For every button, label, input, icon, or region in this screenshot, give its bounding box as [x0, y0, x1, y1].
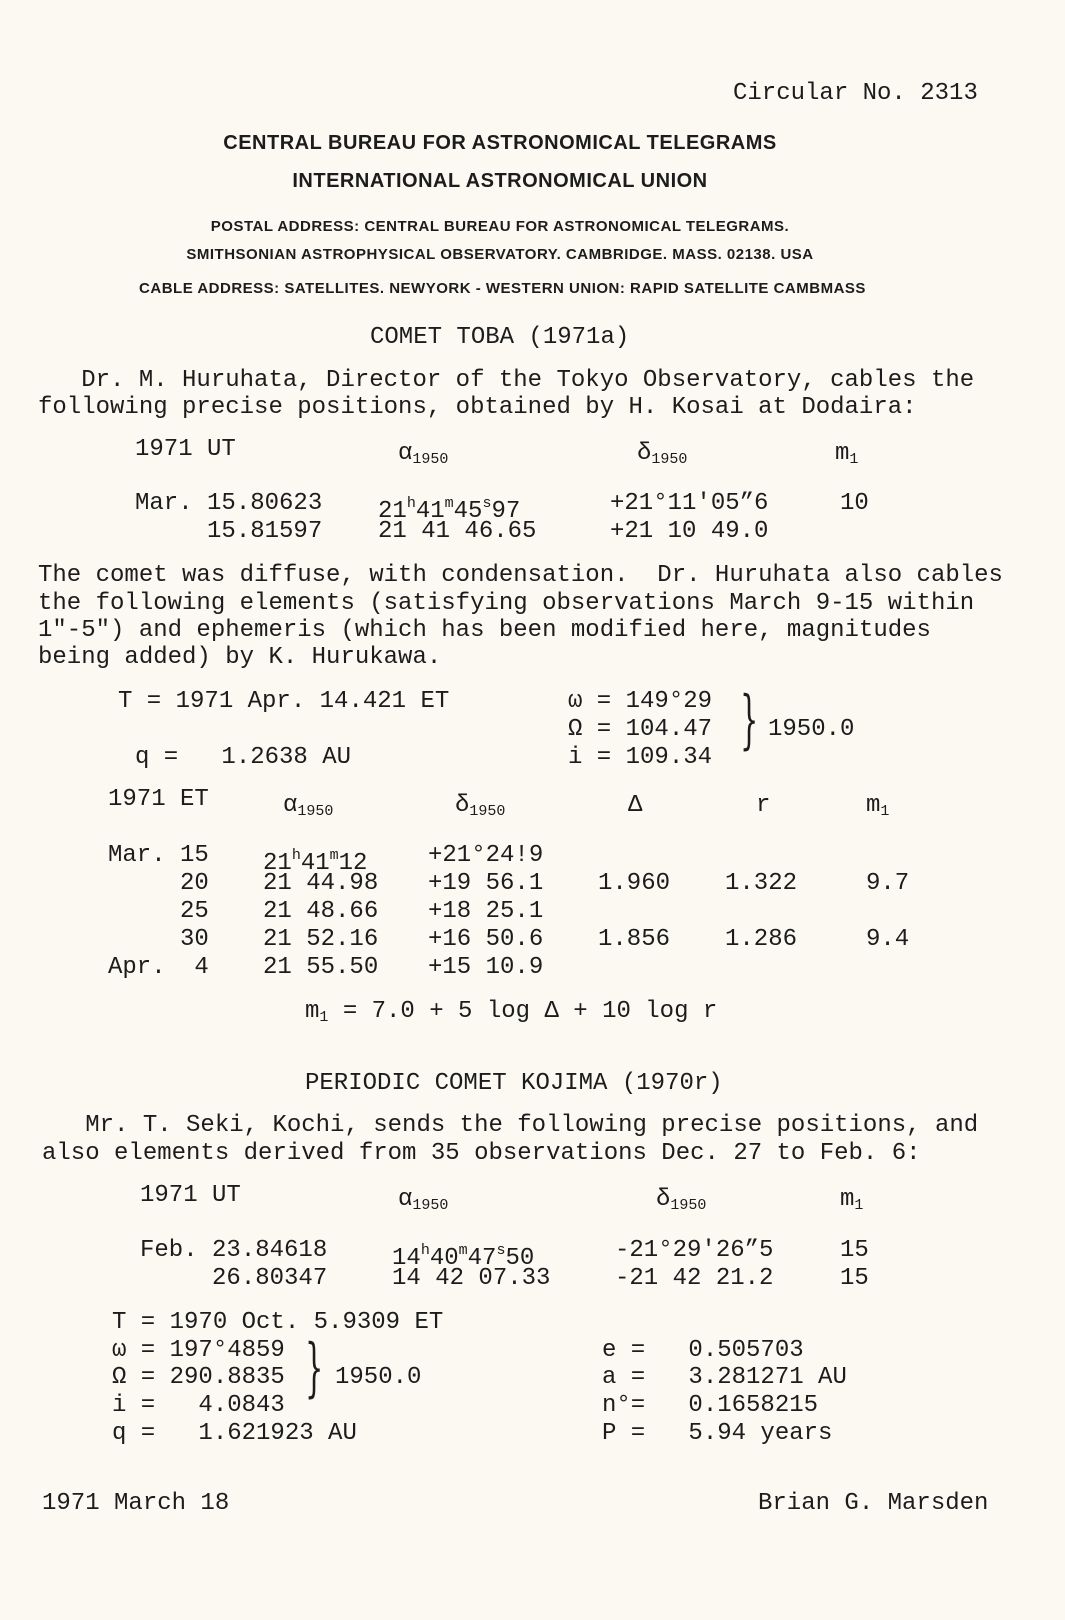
union-title: INTERNATIONAL ASTRONOMICAL UNION	[292, 170, 708, 192]
toba-pos-dec: +21°11'05”6	[610, 490, 769, 517]
toba-eph-dec: +16 50.6	[428, 926, 544, 953]
toba-pos-date: Mar. 15.80623	[135, 490, 323, 517]
kojima-intro-line: Mr. T. Seki, Kochi, sends the following precise positions, and	[42, 1112, 979, 1139]
toba-eph-date: Mar. 15	[108, 842, 209, 869]
toba-pos-mag: 10	[840, 490, 869, 517]
postal-address-line-1: POSTAL ADDRESS: CENTRAL BUREAU FOR ASTRONOMICAL TELEGRAMS.	[210, 218, 790, 235]
kojima-pos-mag: 15	[840, 1265, 869, 1292]
toba-eph-dec: +19 56.1	[428, 870, 544, 897]
toba-eph-col-dec: $\delta_{1950}$	[455, 792, 506, 820]
kojima-element-e: e = 0.505703	[602, 1337, 804, 1364]
kojima-element-a: a = 3.281271 AU	[602, 1364, 847, 1391]
kojima-title: PERIODIC COMET KOJIMA (1970r)	[305, 1070, 723, 1097]
toba-eph-col-mag: $m_1$	[866, 792, 890, 820]
toba-eph-dec: +21°24!9	[428, 842, 544, 869]
kojima-pos-mag: 15	[840, 1237, 869, 1264]
toba-element-q: q = 1.2638 AU	[135, 744, 352, 771]
toba-paragraph-line: being added) by K. Hurukawa.	[38, 644, 442, 671]
kojima-col-date: 1971 UT	[140, 1182, 241, 1209]
toba-paragraph-line: The comet was diffuse, with condensation. Dr. Huruhata also cables	[38, 562, 1003, 589]
toba-col-mag: $m_1$	[835, 440, 859, 468]
kojima-equinox: 1950.0	[335, 1364, 422, 1391]
kojima-col-mag: $m_1$	[840, 1186, 864, 1214]
bureau-title: CENTRAL BUREAU FOR ASTRONOMICAL TELEGRAMS	[223, 132, 777, 154]
kojima-element-q: q = 1.621923 AU	[112, 1420, 357, 1447]
toba-eph-r: 1.322	[725, 870, 798, 897]
toba-eph-date: 30	[108, 926, 209, 953]
toba-col-dec: $\delta_{1950}$	[637, 440, 688, 468]
toba-paragraph-line: the following elements (satisfying observations March 9-15 within	[38, 590, 975, 617]
postal-address-line-2: SMITHSONIAN ASTROPHYSICAL OBSERVATORY. CAMBRIDGE. MASS. 02138. USA	[186, 246, 814, 263]
circular-number: Circular No. 2313	[733, 80, 978, 107]
toba-col-date: 1971 UT	[135, 436, 236, 463]
kojima-pos-dec: -21 42 21.2	[615, 1265, 774, 1292]
toba-eph-col-r: r	[756, 792, 771, 819]
toba-eph-ra: 21 52.16	[263, 926, 379, 953]
toba-eph-dec: +18 25.1	[428, 898, 544, 925]
toba-paragraph-line: 1"-5") and ephemeris (which has been modified here, magnitudes	[38, 617, 931, 644]
kojima-element-node: Ω = 290.8835	[112, 1364, 285, 1391]
footer-date: 1971 March 18	[42, 1490, 230, 1517]
kojima-col-ra: $\alpha_{1950}$	[398, 1186, 449, 1214]
cable-address: CABLE ADDRESS: SATELLITES. NEWYORK - WESTERN UNION: RAPID SATELLITE CAMBMASS	[139, 280, 866, 297]
kojima-element-n: n°= 0.1658215	[602, 1392, 819, 1419]
toba-col-ra: $\alpha_{1950}$	[398, 440, 449, 468]
toba-eph-ra: 21$^h$41$^m$12	[263, 847, 368, 877]
toba-brace-icon: }	[740, 683, 759, 757]
toba-intro-line: Dr. M. Huruhata, Director of the Tokyo Observatory, cables the	[38, 367, 975, 394]
toba-element-T: T = 1971 Apr. 14.421 ET	[118, 688, 450, 715]
toba-eph-date: Apr. 4	[108, 954, 209, 981]
kojima-col-dec: $\delta_{1950}$	[656, 1186, 707, 1214]
toba-title: COMET TOBA (1971a)	[370, 324, 630, 351]
toba-eph-dec: +15 10.9	[428, 954, 544, 981]
toba-eph-ra: 21 55.50	[263, 954, 379, 981]
toba-eph-date: 25	[108, 898, 209, 925]
kojima-brace-icon: }	[305, 1331, 324, 1405]
toba-eph-ra: 21 48.66	[263, 898, 379, 925]
toba-eph-date: 20	[108, 870, 209, 897]
kojima-pos-dec: -21°29'26”5	[615, 1237, 774, 1264]
kojima-pos-ra: 14$^h$40$^m$47$^s$50	[392, 1242, 535, 1272]
toba-pos-ra: 21 41 46.65	[378, 518, 537, 545]
toba-eph-r: 1.286	[725, 926, 798, 953]
toba-eph-delta: 1.960	[598, 870, 671, 897]
kojima-pos-ra: 14 42 07.33	[392, 1265, 551, 1292]
toba-eph-col-delta: Δ	[628, 792, 643, 819]
kojima-element-incl: i = 4.0843	[112, 1392, 285, 1419]
toba-eph-col-ra: $\alpha_{1950}$	[283, 792, 334, 820]
toba-pos-dec: +21 10 49.0	[610, 518, 769, 545]
toba-pos-ra: 21$^h$41$^m$45$^s$97	[378, 495, 521, 525]
toba-pos-date: 15.81597	[135, 518, 323, 545]
kojima-element-T: T = 1970 Oct. 5.9309 ET	[112, 1309, 444, 1336]
toba-element-node: Ω = 104.47	[568, 716, 713, 743]
kojima-pos-date: Feb. 23.84618	[140, 1237, 328, 1264]
toba-magnitude-formula: $m_1 = 7.0 + 5$ log Δ + 10 log r	[305, 998, 718, 1026]
kojima-pos-date: 26.80347	[140, 1265, 328, 1292]
toba-equinox: 1950.0	[768, 716, 855, 743]
signature: Brian G. Marsden	[758, 1490, 989, 1517]
kojima-element-omega: ω = 197°4859	[112, 1337, 285, 1364]
toba-element-omega: ω = 149°29	[568, 688, 713, 715]
kojima-element-P: P = 5.94 years	[602, 1420, 833, 1447]
toba-eph-mag: 9.4	[866, 926, 910, 953]
toba-eph-ra: 21 44.98	[263, 870, 379, 897]
toba-eph-col-date: 1971 ET	[108, 786, 209, 813]
toba-eph-delta: 1.856	[598, 926, 671, 953]
toba-intro-line: following precise positions, obtained by H. Kosai at Dodaira:	[38, 394, 917, 421]
kojima-intro-line: also elements derived from 35 observations Dec. 27 to Feb. 6:	[42, 1140, 921, 1167]
toba-element-incl: i = 109.34	[568, 744, 713, 771]
toba-eph-mag: 9.7	[866, 870, 910, 897]
